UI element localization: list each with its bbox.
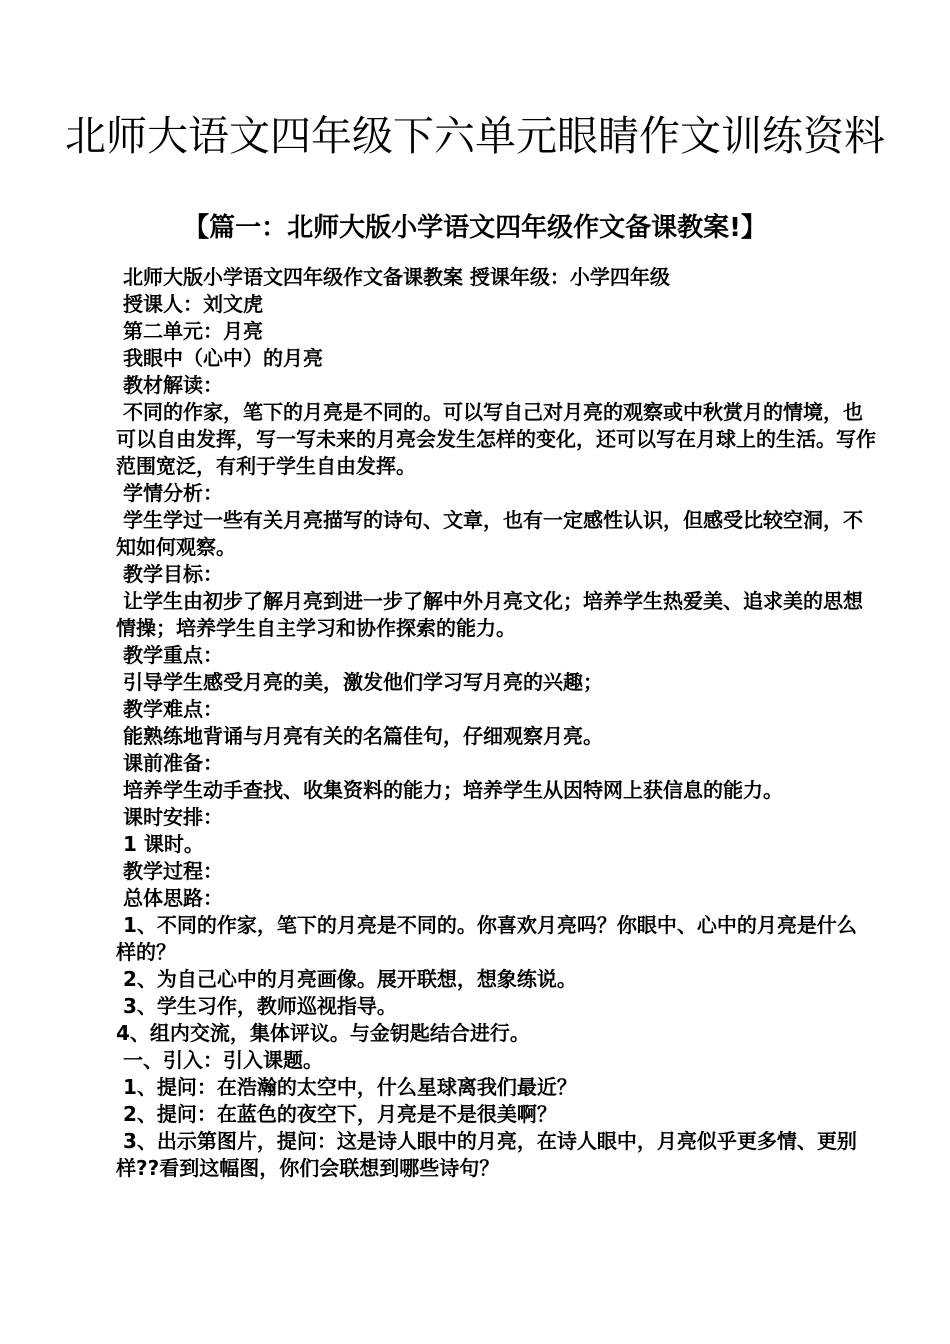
paragraph: 3、出示第图片，提问：这是诗人眼中的月亮，在诗人眼中，月亮似乎更多情、更别样??看到这幅图，你们会联想到哪些诗句？ <box>116 1129 857 1180</box>
paragraph: 教学过程： <box>116 859 223 883</box>
paragraph: 课前准备： <box>116 751 223 775</box>
document-title: 北师大语文四年级下六单元眼睛作文训练资料 <box>65 112 885 160</box>
paragraph: 教学难点： <box>116 697 223 721</box>
paragraph: 教学目标： <box>116 562 223 586</box>
paragraph: 北师大版小学语文四年级作文备课教案 授课年级：小学四年级 <box>116 265 670 289</box>
paragraph: 4、组内交流，集体评议。与金钥匙结合进行。 <box>116 1021 530 1045</box>
paragraph: 第二单元：月亮 <box>116 319 263 343</box>
paragraph: 3、学生习作，教师巡视指导。 <box>116 994 397 1018</box>
paragraph: 我眼中（心中）的月亮 <box>116 346 323 370</box>
paragraph: 总体思路： <box>116 886 223 910</box>
paragraph: 能熟练地背诵与月亮有关的名篇佳句，仔细观察月亮。 <box>116 724 603 748</box>
paragraph: 1、不同的作家，笔下的月亮是不同的。你喜欢月亮吗？你眼中、心中的月亮是什么样的？ <box>116 913 857 964</box>
paragraph: 一、引入：引入课题。 <box>116 1048 323 1072</box>
paragraph: 1、提问：在浩瀚的太空中，什么星球离我们最近？ <box>116 1075 577 1099</box>
document-subtitle: 【篇一：北师大版小学语文四年级作文备课教案!】 <box>183 213 767 243</box>
paragraph: 授课人：刘文虎 <box>116 292 263 316</box>
document-body <box>116 264 876 1182</box>
paragraph: 教材解读： <box>116 373 223 397</box>
paragraph: 2、为自己心中的月亮画像。展开联想，想象练说。 <box>116 967 577 991</box>
paragraph: 课时安排： <box>116 805 223 829</box>
paragraph: 2、提问：在蓝色的夜空下，月亮是不是很美啊？ <box>116 1102 557 1126</box>
paragraph: 引导学生感受月亮的美，激发他们学习写月亮的兴趣； <box>116 670 603 694</box>
paragraph: 培养学生动手查找、收集资料的能力；培养学生从因特网上获信息的能力。 <box>116 778 783 802</box>
paragraph: 教学重点： <box>116 643 223 667</box>
paragraph: 学情分析： <box>116 481 223 505</box>
paragraph: 学生学过一些有关月亮描写的诗句、文章，也有一定感性认识，但感受比较空洞，不知如何观察。 <box>116 508 863 559</box>
paragraph: 1 课时。 <box>116 832 204 856</box>
paragraph: 让学生由初步了解月亮到进一步了解中外月亮文化；培养学生热爱美、追求美的思想情操；培养学生自主学习和协作探索的能力。 <box>116 589 863 640</box>
paragraph: 不同的作家，笔下的月亮是不同的。可以写自己对月亮的观察或中秋赏月的情境，也可以自由发挥，写一写未来的月亮会发生怎样的变化，还可以写在月球上的生活。写作范围宽泛，有利于学生自由发挥。 <box>116 400 876 478</box>
